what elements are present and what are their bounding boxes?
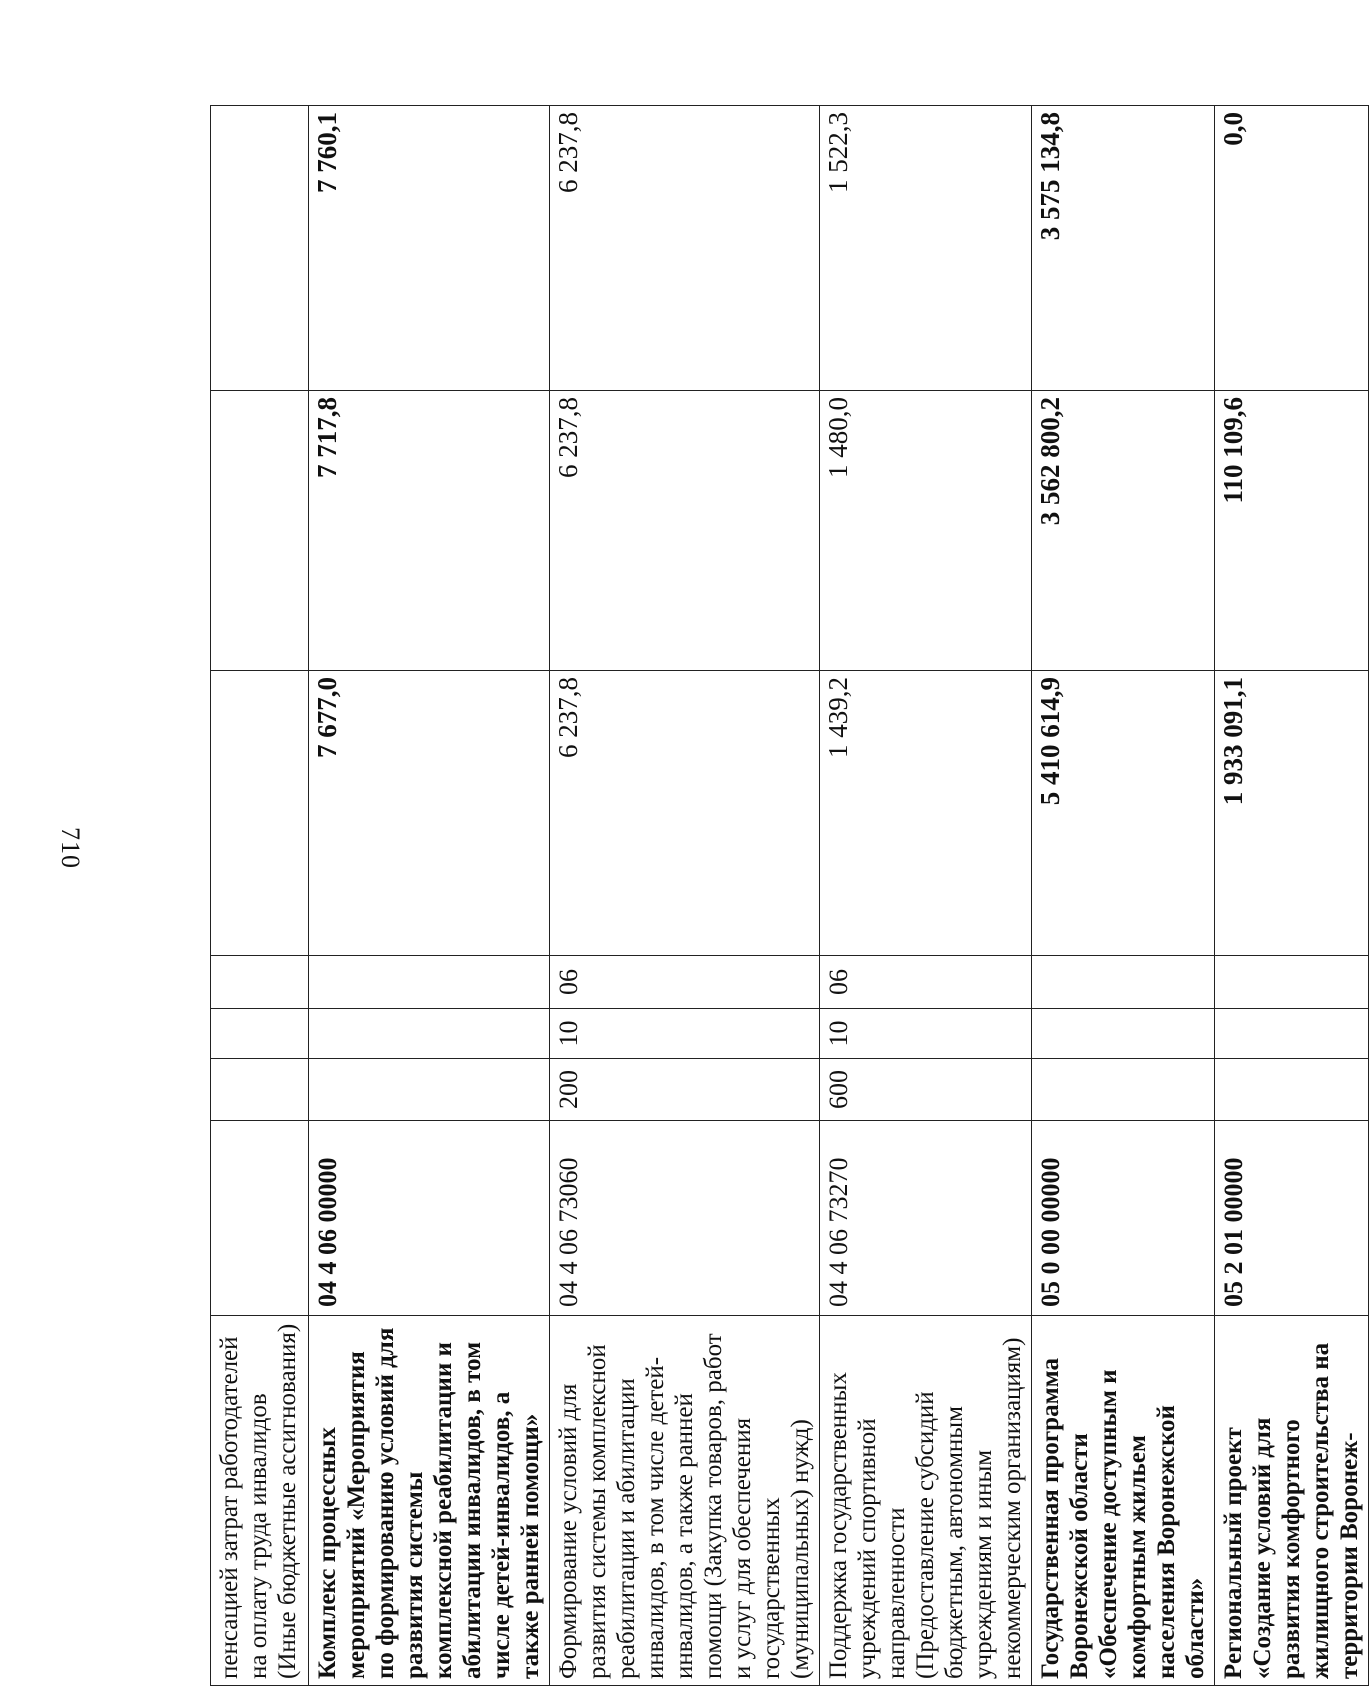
row-rz bbox=[309, 1009, 550, 1059]
row-vr bbox=[1032, 1059, 1215, 1121]
row-name: пенсацией затрат работодателей на оплату труда инвалидов (Иные бюджетные ассигнования) bbox=[211, 1316, 309, 1686]
page-number: 710 bbox=[56, 827, 85, 869]
row-sum-2: 110 109,6 bbox=[1215, 391, 1369, 671]
row-sum-2 bbox=[211, 391, 309, 671]
row-rz bbox=[1032, 1009, 1215, 1059]
row-sum-1: 7 677,0 bbox=[309, 671, 550, 956]
table-row bbox=[820, 106, 1032, 1686]
row-sum-1 bbox=[211, 671, 309, 956]
row-code: 05 0 00 00000 bbox=[1032, 1121, 1215, 1316]
row-pr bbox=[1032, 956, 1215, 1009]
table-row bbox=[211, 106, 309, 1686]
row-code: 04 4 06 73060 bbox=[550, 1121, 820, 1316]
row-sum-3: 1 522,3 bbox=[820, 106, 1032, 391]
row-vr bbox=[309, 1059, 550, 1121]
row-code: 04 4 06 00000 bbox=[309, 1121, 550, 1316]
row-sum-3: 7 760,1 bbox=[309, 106, 550, 391]
row-sum-3: 6 237,8 bbox=[550, 106, 820, 391]
table-row bbox=[1215, 106, 1369, 1686]
row-code: 05 2 01 00000 bbox=[1215, 1121, 1369, 1316]
row-code bbox=[211, 1121, 309, 1316]
row-sum-2: 3 562 800,2 bbox=[1032, 391, 1215, 671]
row-name: Государственная программа Воронежской области «Обеспечение доступным и комфортным жильем населения Воронежской области» bbox=[1032, 1316, 1215, 1686]
row-rz bbox=[211, 1009, 309, 1059]
row-vr bbox=[211, 1059, 309, 1121]
table-row bbox=[550, 106, 820, 1686]
row-sum-3: 3 575 134,8 bbox=[1032, 106, 1215, 391]
row-sum-2: 6 237,8 bbox=[550, 391, 820, 671]
row-sum-1: 1 933 091,1 bbox=[1215, 671, 1369, 956]
row-pr: 06 bbox=[550, 956, 820, 1009]
row-pr bbox=[211, 956, 309, 1009]
row-vr: 600 bbox=[820, 1059, 1032, 1121]
row-sum-2: 1 480,0 bbox=[820, 391, 1032, 671]
row-pr bbox=[309, 956, 550, 1009]
row-name: Комплекс процессных мероприятий «Мероприятия по формированию условий для развития системы комплексной реабилитации и абилитации инвалидов, в том числе детей-инвалидов, а также ранней помощи» bbox=[309, 1316, 550, 1686]
row-sum-2: 7 717,8 bbox=[309, 391, 550, 671]
row-rz: 10 bbox=[550, 1009, 820, 1059]
row-code: 04 4 06 73270 bbox=[820, 1121, 1032, 1316]
row-rz: 10 bbox=[820, 1009, 1032, 1059]
table-body bbox=[211, 106, 1369, 1686]
budget-table bbox=[210, 105, 1369, 1686]
row-vr: 200 bbox=[550, 1059, 820, 1121]
row-pr bbox=[1215, 956, 1369, 1009]
row-vr bbox=[1215, 1059, 1369, 1121]
row-sum-1: 5 410 614,9 bbox=[1032, 671, 1215, 956]
row-rz bbox=[1215, 1009, 1369, 1059]
row-name: Формирование условий для развития системы комплексной реабилитации и абилитации инвалидов, в том числе детей-инвалидов, а также ранней помощи (Закупка товаров, работ и услуг для обеспечения государственных (муниципальных) нужд) bbox=[550, 1316, 820, 1686]
table-frame bbox=[210, 106, 1363, 1686]
row-sum-1: 6 237,8 bbox=[550, 671, 820, 956]
row-name: Поддержка государственных учреждений спортивной направленности (Предоставление субсидий бюджетным, автономным учреждениям и иным некоммерческим организациям) bbox=[820, 1316, 1032, 1686]
row-sum-3 bbox=[211, 106, 309, 391]
row-sum-1: 1 439,2 bbox=[820, 671, 1032, 956]
row-name: Региональный проект «Создание условий для развития комфортного жилищного строительства на территории Воронеж- bbox=[1215, 1316, 1369, 1686]
table-row bbox=[309, 106, 550, 1686]
table-row bbox=[1032, 106, 1215, 1686]
row-pr: 06 bbox=[820, 956, 1032, 1009]
row-sum-3: 0,0 bbox=[1215, 106, 1369, 391]
